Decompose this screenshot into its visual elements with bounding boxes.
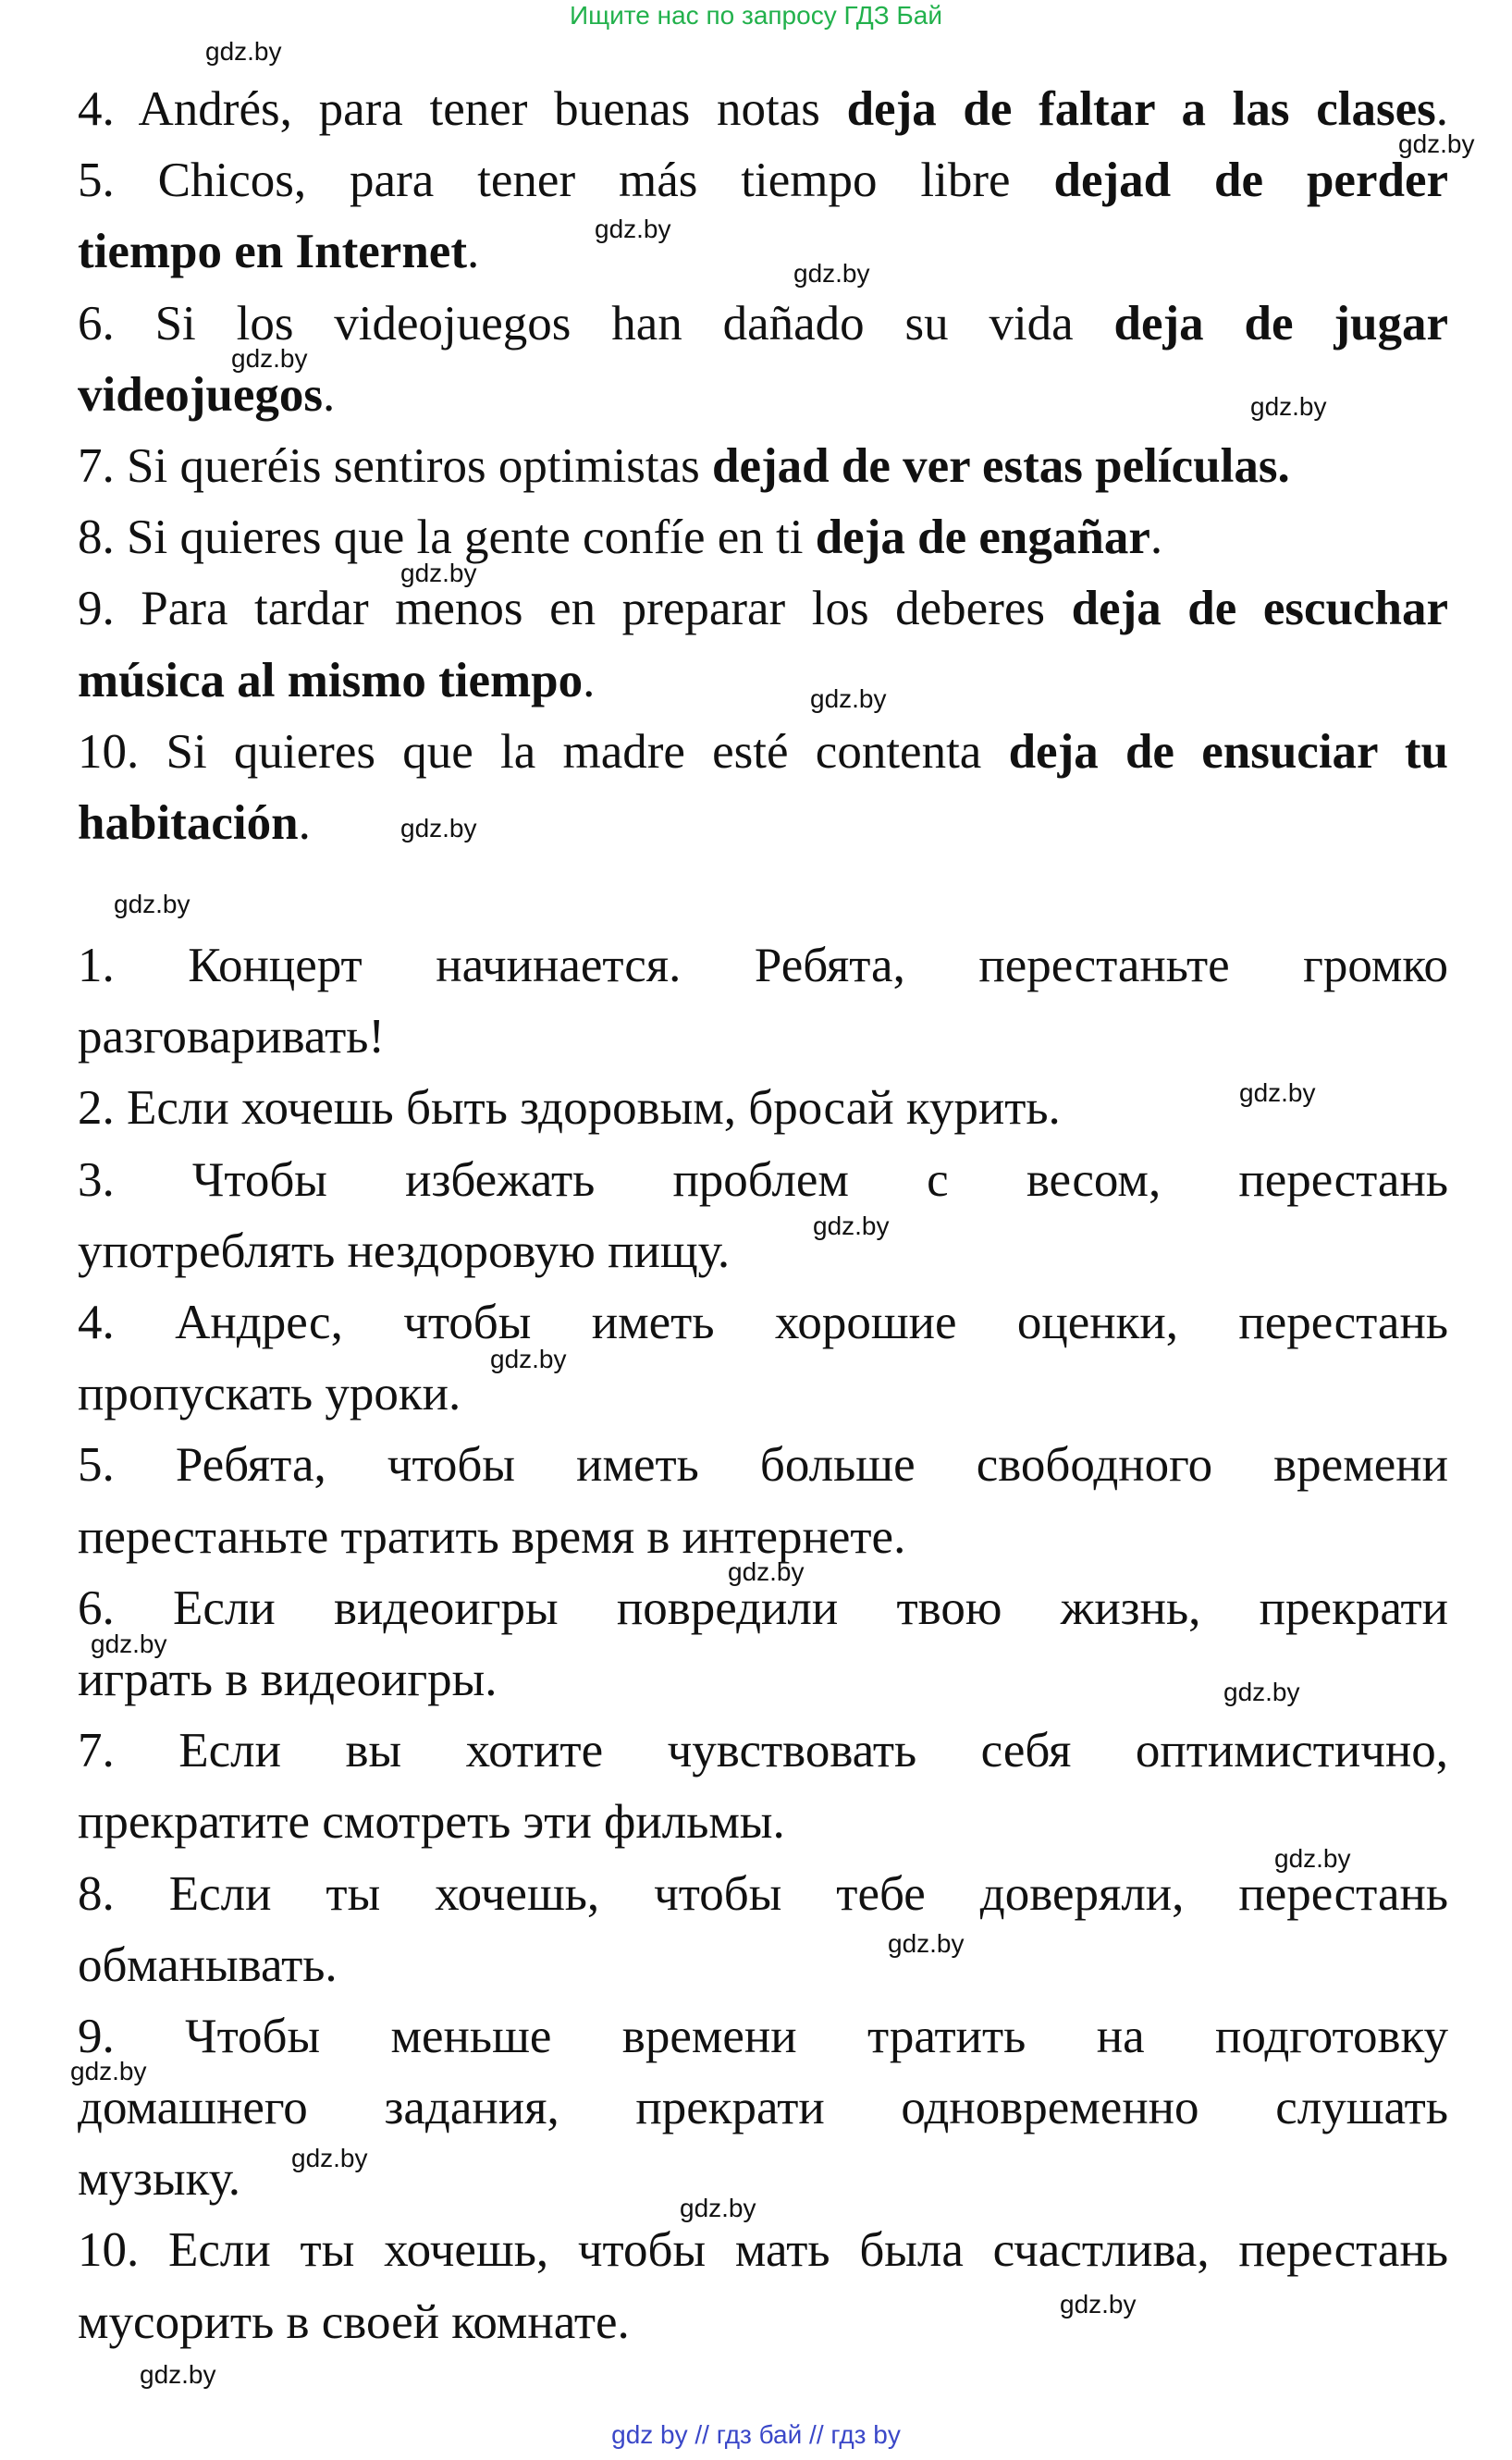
answer-phrase: dejad de perder bbox=[1053, 154, 1448, 208]
russian-line: 6. Если видеоигры повредили твою жизнь, прекрати bbox=[78, 1581, 1448, 1635]
sentence-end: . bbox=[1149, 510, 1163, 565]
answer-text bbox=[78, 74, 1448, 2358]
russian-line: играть в видеоигры. bbox=[78, 1652, 498, 1706]
russian-line: прекратите смотреть эти фильмы. bbox=[78, 1795, 785, 1850]
watermark: gdz.by bbox=[91, 1630, 167, 1658]
answer-phrase: videojuegos bbox=[78, 367, 323, 422]
watermark: gdz.by bbox=[1223, 1678, 1300, 1706]
watermark: gdz.by bbox=[595, 215, 671, 243]
watermark: gdz.by bbox=[793, 259, 870, 288]
sentence-text: 10. Si quieres que la madre esté contenta bbox=[78, 724, 1009, 779]
sentence-text: 8. Si quieres que la gente confíe en ti bbox=[78, 510, 816, 565]
watermark: gdz.by bbox=[813, 1212, 890, 1240]
russian-line: 3. Чтобы избежать проблем с весом, перестань bbox=[78, 1152, 1448, 1207]
spanish-sentence-8 bbox=[78, 502, 1448, 573]
russian-line: 10. Если ты хочешь, чтобы мать была счастлива, перестань bbox=[78, 2223, 1448, 2278]
russian-line: 1. Концерт начинается. Ребята, перестаньте громко bbox=[78, 939, 1448, 993]
russian-line: 4. Андрес, чтобы иметь хорошие оценки, перестань bbox=[78, 1296, 1448, 1349]
watermark: gdz.by bbox=[400, 814, 477, 843]
spanish-sentence-4 bbox=[78, 74, 1448, 145]
sentence-text: 9. Para tardar menos en preparar los deberes bbox=[78, 582, 1072, 636]
russian-line: употреблять нездоровую пищу. bbox=[78, 1224, 731, 1278]
russian-line: разговаривать! bbox=[78, 1010, 386, 1064]
russian-line: домашнего задания, прекрати одновременно слушать bbox=[78, 2081, 1448, 2135]
answer-phrase: deja de jugar bbox=[1113, 296, 1448, 351]
answer-phrase: tiempo en Internet bbox=[78, 225, 467, 279]
russian-line: перестаньте тратить время в интернете. bbox=[78, 1509, 906, 1564]
watermark: gdz.by bbox=[888, 1929, 965, 1958]
watermark: gdz.by bbox=[680, 2194, 756, 2222]
site-footer-banner: gdz by // гдз бай // гдз by bbox=[611, 2420, 901, 2449]
spanish-sentence-5-cont bbox=[78, 216, 1448, 288]
site-header-banner: Ищите нас по запросу ГДЗ Бай bbox=[569, 1, 943, 30]
russian-line: 9. Чтобы меньше времени тратить на подготовку bbox=[78, 2009, 1448, 2063]
spanish-sentence-9 bbox=[78, 573, 1448, 645]
section-gap bbox=[78, 859, 1448, 930]
sentence-text: 6. Si los videojuegos han dañado su vida bbox=[78, 296, 1114, 351]
answer-phrase: habitación bbox=[78, 795, 299, 850]
watermark: gdz.by bbox=[490, 1345, 567, 1373]
sentence-end: . bbox=[298, 795, 311, 850]
sentence-text: 5. Chicos, para tener más tiempo libre bbox=[78, 154, 1054, 208]
answer-phrase: deja de faltar a las clases bbox=[846, 82, 1436, 136]
sentence-end: . bbox=[1435, 82, 1448, 136]
watermark: gdz.by bbox=[70, 2057, 147, 2085]
russian-line: 7. Если вы хотите чувствовать себя оптимистично, bbox=[78, 1724, 1448, 1778]
sentence-end: . bbox=[583, 653, 596, 707]
answer-phrase: dejad de ver estas películas. bbox=[712, 438, 1290, 493]
spanish-sentence-9-cont bbox=[78, 646, 1448, 717]
watermark: gdz.by bbox=[728, 1557, 805, 1586]
watermark: gdz.by bbox=[114, 890, 191, 918]
answer-phrase: deja de ensuciar tu bbox=[1008, 724, 1448, 779]
russian-line: мусорить в своей комнате. bbox=[78, 2294, 630, 2349]
watermark: gdz.by bbox=[291, 2144, 368, 2172]
watermark: gdz.by bbox=[1060, 2290, 1137, 2319]
watermark: gdz.by bbox=[231, 344, 308, 373]
answer-phrase: música al mismo tiempo bbox=[78, 653, 584, 707]
russian-line: 8. Если ты хочешь, чтобы тебе доверяли, перестань bbox=[78, 1866, 1448, 1921]
sentence-text: 4. Andrés, para tener buenas notas bbox=[78, 82, 847, 136]
spanish-sentence-7 bbox=[78, 431, 1448, 502]
watermark: gdz.by bbox=[140, 2360, 216, 2389]
watermark: gdz.by bbox=[1274, 1844, 1351, 1873]
russian-line: обманывать. bbox=[78, 1937, 338, 1992]
spanish-sentence-10 bbox=[78, 717, 1448, 788]
sentence-end: . bbox=[323, 367, 336, 422]
watermark: gdz.by bbox=[810, 684, 887, 713]
watermark: gdz.by bbox=[1250, 392, 1327, 421]
sentence-end: . bbox=[466, 225, 480, 279]
watermark: gdz.by bbox=[400, 559, 477, 587]
russian-line: музыку. bbox=[78, 2152, 241, 2207]
answer-phrase: deja de engañar bbox=[815, 510, 1150, 565]
russian-line: пропускать уроки. bbox=[78, 1367, 461, 1421]
spanish-sentence-5 bbox=[78, 145, 1448, 216]
russian-line: 5. Ребята, чтобы иметь больше свободного времени bbox=[78, 1438, 1448, 1493]
watermark: gdz.by bbox=[205, 37, 282, 66]
sentence-text: 7. Si queréis sentiros optimistas bbox=[78, 438, 713, 493]
watermark: gdz.by bbox=[1239, 1078, 1316, 1107]
spanish-sentence-10-cont bbox=[78, 788, 1448, 859]
watermark: gdz.by bbox=[1398, 129, 1475, 158]
answer-phrase: deja de escuchar bbox=[1071, 582, 1448, 636]
russian-line: 2. Если хочешь быть здоровым, бросай курить. bbox=[78, 1081, 1061, 1136]
